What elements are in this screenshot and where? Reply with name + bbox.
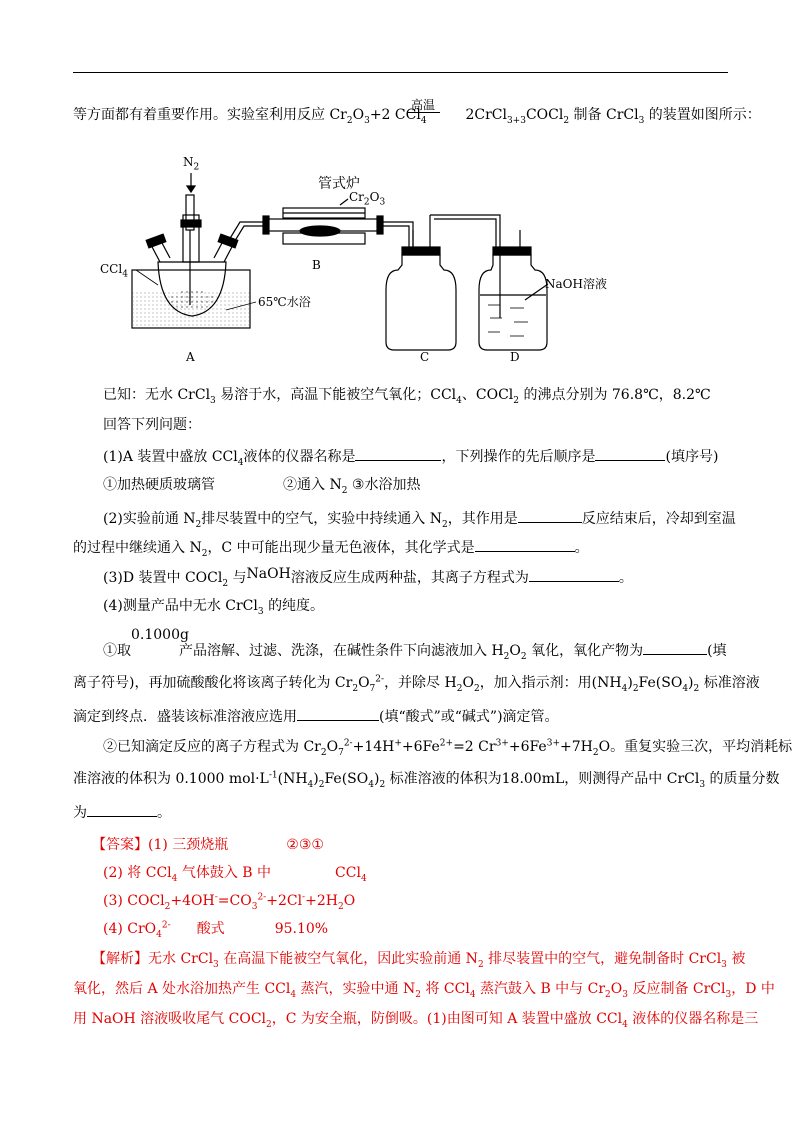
explanation-line-2: 氧化，然后 A 处水浴加热产生 CCl$_4$ 蒸汽，实验中通 $N_2$ 将 CCl$_4$ 蒸汽鼓入 B 中与 $Cr_2O_3$ 反应制备 CrCl$_3$，D 中 [73,981,775,1000]
sample-mass: 0.1000g [131,627,189,643]
question-4-p3: 滴定到终点．盛装该标准溶液应选用 (填“酸式”或“碱式”)滴定管。 [73,706,559,726]
label-tube-furnace: 管式炉 [318,176,360,192]
question-4-title: (4)测量产品中无水 CrCl$_3$ 的纯度。 [103,598,325,617]
label-a: A [186,350,195,364]
label-naoh-solution: NaOH溶液 [545,277,607,291]
question-2-line-2: 的过程中继续通入 $N_2$，C 中可能出现少量无色液体，其化学式是 。 [73,537,589,557]
known-line: 已知：无水 CrCl$_3$ 易溶于水，高温下能被空气氧化；CCl$_4$、COCl$_2$ 的沸点分别为 76.8℃，8.2℃ [103,387,711,406]
reaction-condition: 高温 [411,98,436,112]
label-water-bath: 65℃水浴 [258,295,311,309]
label-c: C [420,350,430,364]
blank-1b[interactable] [595,446,665,461]
apparatus-diagram [0,0,800,380]
question-1: (1)A 装置中盛放 CCl$_4$液体的仪器名称是 ，下列操作的先后顺序是 (填序号) [103,446,718,466]
answer-3: (3) $COCl_2+4OH^-=CO_3^{2-}+2Cl^-+2H_2O$ [103,892,356,912]
blank-1a[interactable] [355,446,441,461]
explanation-line-1: 【解析】无水 CrCl$_3$ 在高温下能被空气氧化，因此实验前通 $N_2$ 排尽装置中的空气，避免制备时 CrCl$_3$ 被 [92,951,746,970]
blank-4c[interactable] [87,802,157,817]
question-4-p4: ②已知滴定反应的离子方程式为 $Cr_2O_7^{2-}+14H^++6Fe^{2+}=2$ $Cr^{3+}+6Fe^{3+}+7H_2O$。重复实验三次，平均消耗标 [103,738,793,758]
blank-2b[interactable] [475,537,575,552]
blank-4b[interactable] [297,706,379,721]
label-b: B [312,258,321,272]
blank-2a[interactable] [518,508,582,523]
question-4-p2: 离子符号)，再加硫酸酸化将该离子转化为 $Cr_2O_7^{2-}$，并除尽 $H_2O_2$，加入指示剂：用$(NH_4)_2Fe(SO_4)_2$ 标准溶液 [73,674,760,694]
question-2-line-1: (2)实验前通 $N_2$排尽装置中的空气，实验中持续通入 $N_2$，其作用是 反应结束后，冷却到室温 [103,508,736,528]
question-4-p6: 为 。 [73,802,171,822]
question-1-options: ①加热硬质玻璃管 ②通入 $N_2$ ③水浴加热 [103,477,421,496]
answer-prompt: 回答下列问题： [103,417,201,433]
label-cr2o3: $Cr_2O_3$ [349,190,386,208]
question-4-p1: ①取 产品溶解、过滤、洗涤，在碱性条件下向滤液加入 $H_2O_2$ 氧化，氧化产物为 (填 [103,640,727,660]
explanation-line-3: 用 NaOH 溶液吸收尾气 COCl$_2$，C 为安全瓶，防倒吸。(1)由图可知 A 装置中盛放 CCl$_4$ 液体的仪器名称是三 [73,1011,759,1030]
label-d: D [510,350,520,364]
answer-1: 【答案】(1) 三颈烧瓶 ②③① [92,837,324,853]
intro-line: 等方面都有着重要作用。实验室利用反应 $Cr_2O_3+2$ CCl$_4$ 2CrCl$_{3+3}$COCl$_2$ 制备 CrCl$_3$ 的装置如图所示： [73,107,761,126]
answer-2: (2) 将 CCl$_4$ 气体鼓入 B 中 CCl$_4$ [103,865,367,884]
question-4-p5: 准溶液的体积为 0.1000 $mol\cdot L^{-1}(NH_4)_2Fe(SO_4)_2$ 标准溶液的体积为18.00mL，则测得产品中 CrCl$_3$ 的质量分数 [73,770,780,790]
blank-3[interactable] [529,567,619,582]
label-n2: $N_2$ [183,155,200,173]
label-ccl4: CCl$_4$ [100,262,128,280]
answer-4: (4) CrO$_4^{2-}$ 酸式 95.10% [103,920,329,940]
question-3: (3)D 装置中 COCl$_2$ 与NaOH溶液反应生成两种盐，其离子方程式为 。 [103,566,633,589]
blank-4a[interactable] [643,640,707,655]
